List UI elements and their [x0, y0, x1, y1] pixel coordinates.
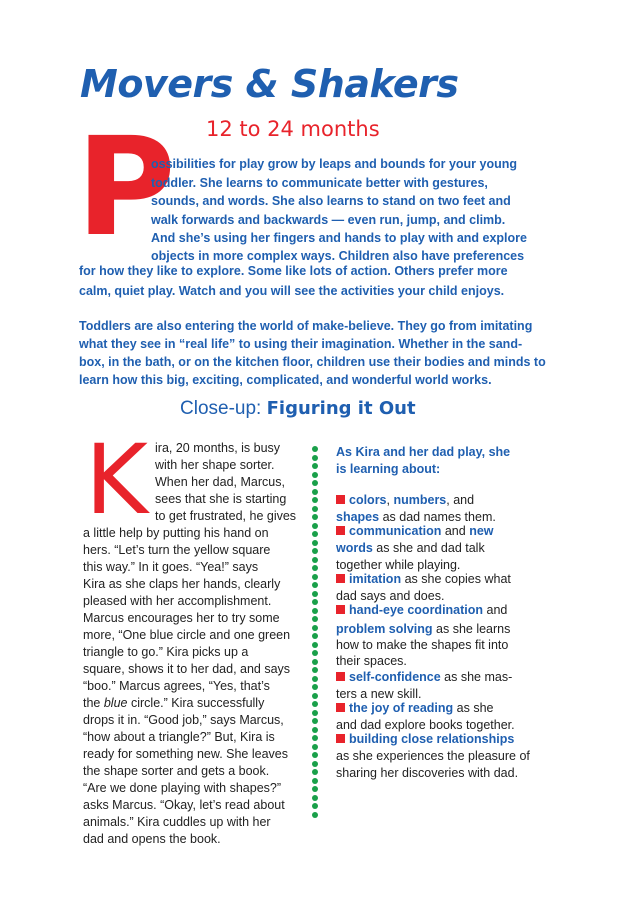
story-line: asks Marcus. “Okay, let’s read about	[83, 798, 285, 812]
story-line: ready for something new. She leaves	[83, 747, 288, 761]
divider-dot	[312, 446, 318, 452]
divider-dot	[312, 676, 318, 682]
divider-dot	[312, 565, 318, 571]
story-line: square, shows it to her dad, and says	[83, 662, 291, 676]
learning-item: colors, numbers, and	[336, 492, 474, 509]
divider-dot	[312, 480, 318, 486]
story-text: the	[83, 696, 104, 710]
divider-dot	[312, 727, 318, 733]
divider-dot	[312, 744, 318, 750]
story-line: ira, 20 months, is busy	[155, 441, 281, 455]
learning-heading: is learning about:	[336, 462, 441, 476]
learning-item: self-confidence as she mas-	[336, 669, 512, 686]
story-line: “boo.” Marcus agrees, “Yes, that’s	[83, 679, 270, 693]
divider-dot	[312, 642, 318, 648]
divider-dot	[312, 497, 318, 503]
divider-dot	[312, 548, 318, 554]
learning-item-cont: how to make the shapes fit into	[336, 638, 509, 652]
learning-item: the joy of reading as she	[336, 700, 494, 717]
intro-line: objects in more complex ways. Children also have preferences	[151, 249, 525, 263]
learning-item-cont: their spaces.	[336, 654, 407, 668]
story-line: the shape sorter and gets a book.	[83, 764, 270, 778]
divider-dot	[312, 693, 318, 699]
divider-dot	[312, 633, 318, 639]
divider-dot	[312, 514, 318, 520]
learning-item-cont: as she experiences the pleasure of	[336, 749, 530, 763]
dotted-divider	[312, 446, 320, 818]
divider-dot	[312, 472, 318, 478]
divider-dot	[312, 591, 318, 597]
divider-dot	[312, 489, 318, 495]
story-line: “how about a triangle?” But, Kira is	[83, 730, 275, 744]
divider-dot	[312, 701, 318, 707]
divider-dot	[312, 557, 318, 563]
intro-line: box, in the bath, or on the kitchen floor, children use their bodies and minds to	[79, 355, 546, 369]
divider-dot	[312, 735, 318, 741]
divider-dot	[312, 659, 318, 665]
learning-item: imitation as she copies what	[336, 571, 511, 588]
intro-line: ossibilities for play grow by leaps and bounds for your young	[151, 157, 518, 171]
bullet-square-icon	[336, 703, 345, 712]
story-line: triangle to go.” Kira picks up a	[83, 645, 249, 659]
intro-line: for how they like to explore. Some like lots of action. Others prefer more	[79, 264, 508, 278]
story-line: with her shape sorter.	[155, 458, 275, 472]
learning-item-cont: sharing her discoveries with dad.	[336, 766, 519, 780]
story-line: drops it in. “Good job,” says Marcus,	[83, 713, 284, 727]
story-line: to get frustrated, he gives	[155, 509, 297, 523]
divider-dot	[312, 710, 318, 716]
closeup-label: Close-up:	[180, 398, 267, 419]
closeup-heading	[180, 398, 416, 420]
story-line: When her dad, Marcus,	[155, 475, 285, 489]
divider-dot	[312, 812, 318, 818]
divider-dot	[312, 778, 318, 784]
age-range-subtitle: 12 to 24 months	[206, 117, 380, 141]
story-line: hers. “Let’s turn the yellow square	[83, 543, 271, 557]
story-line: “Are we done playing with shapes?”	[83, 781, 282, 795]
divider-dot	[312, 625, 318, 631]
intro-line: calm, quiet play. Watch and you will see the activities your child enjoys.	[79, 284, 505, 298]
learning-item-cont: shapes as dad names them.	[336, 510, 496, 524]
story-line: this way.” In it goes. “Yea!” says	[83, 560, 259, 574]
divider-dot	[312, 786, 318, 792]
divider-dot	[312, 506, 318, 512]
page-title: Movers & Shakers	[80, 62, 459, 106]
story-line	[83, 695, 264, 712]
divider-dot	[312, 574, 318, 580]
divider-dot	[312, 650, 318, 656]
learning-item-cont: words as she and dad talk	[336, 541, 485, 555]
learning-heading: As Kira and her dad play, she	[336, 445, 511, 459]
story-line: Marcus encourages her to try some	[83, 611, 280, 625]
learning-item-cont: together while playing.	[336, 558, 461, 572]
bullet-square-icon	[336, 495, 345, 504]
divider-dot	[312, 540, 318, 546]
story-line: more, “One blue circle and one green	[83, 628, 291, 642]
divider-dot	[312, 718, 318, 724]
story-italic-text: blue	[103, 696, 128, 710]
divider-dot	[312, 582, 318, 588]
divider-dot	[312, 608, 318, 614]
story-line: Kira as she claps her hands, clearly	[83, 577, 281, 591]
closeup-title: Figuring it Out	[266, 398, 416, 419]
bullet-square-icon	[336, 605, 345, 614]
learning-item: building close relationships	[336, 731, 514, 748]
story-line: pleased with her accomplishment.	[83, 594, 272, 608]
learning-item-cont: ters a new skill.	[336, 687, 422, 701]
divider-dot	[312, 455, 318, 461]
bullet-square-icon	[336, 734, 345, 743]
divider-dot	[312, 761, 318, 767]
story-line: animals.” Kira cuddles up with her	[83, 815, 271, 829]
bullet-square-icon	[336, 526, 345, 535]
intro-line: toddler. She learns to communicate better with gestures,	[151, 176, 488, 190]
divider-dot	[312, 803, 318, 809]
divider-dot	[312, 523, 318, 529]
intro-line: learn how this big, exciting, complicated, and wonderful world works.	[79, 373, 492, 387]
learning-item: communication and new	[336, 523, 494, 540]
divider-dot	[312, 752, 318, 758]
drop-cap-k: K	[85, 424, 148, 536]
divider-dot	[312, 769, 318, 775]
intro-line: walk forwards and backwards — even run, jump, and climb.	[151, 213, 506, 227]
intro-line: Toddlers are also entering the world of make-believe. They go from imitating	[79, 319, 533, 333]
divider-dot	[312, 616, 318, 622]
story-line: sees that she is starting	[155, 492, 287, 506]
divider-dot	[312, 599, 318, 605]
story-line: dad and opens the book.	[83, 832, 221, 846]
divider-dot	[312, 667, 318, 673]
divider-dot	[312, 463, 318, 469]
learning-item-cont: dad says and does.	[336, 589, 445, 603]
bullet-square-icon	[336, 672, 345, 681]
divider-dot	[312, 684, 318, 690]
intro-line: And she’s using her fingers and hands to play with and explore	[151, 231, 527, 245]
learning-item: hand-eye coordination and	[336, 602, 507, 619]
story-text: circle.” Kira successfully	[127, 696, 265, 710]
drop-cap-p: P	[76, 109, 176, 267]
story-line: a little help by putting his hand on	[83, 526, 269, 540]
intro-line: sounds, and words. She also learns to stand on two feet and	[151, 194, 511, 208]
learning-item-cont: and dad explore books together.	[336, 718, 515, 732]
learning-item-cont: problem solving as she learns	[336, 622, 511, 636]
intro-line: what they see in “real life” to using their imagination. Whether in the sand-	[79, 337, 523, 351]
divider-dot	[312, 795, 318, 801]
bullet-square-icon	[336, 574, 345, 583]
divider-dot	[312, 531, 318, 537]
